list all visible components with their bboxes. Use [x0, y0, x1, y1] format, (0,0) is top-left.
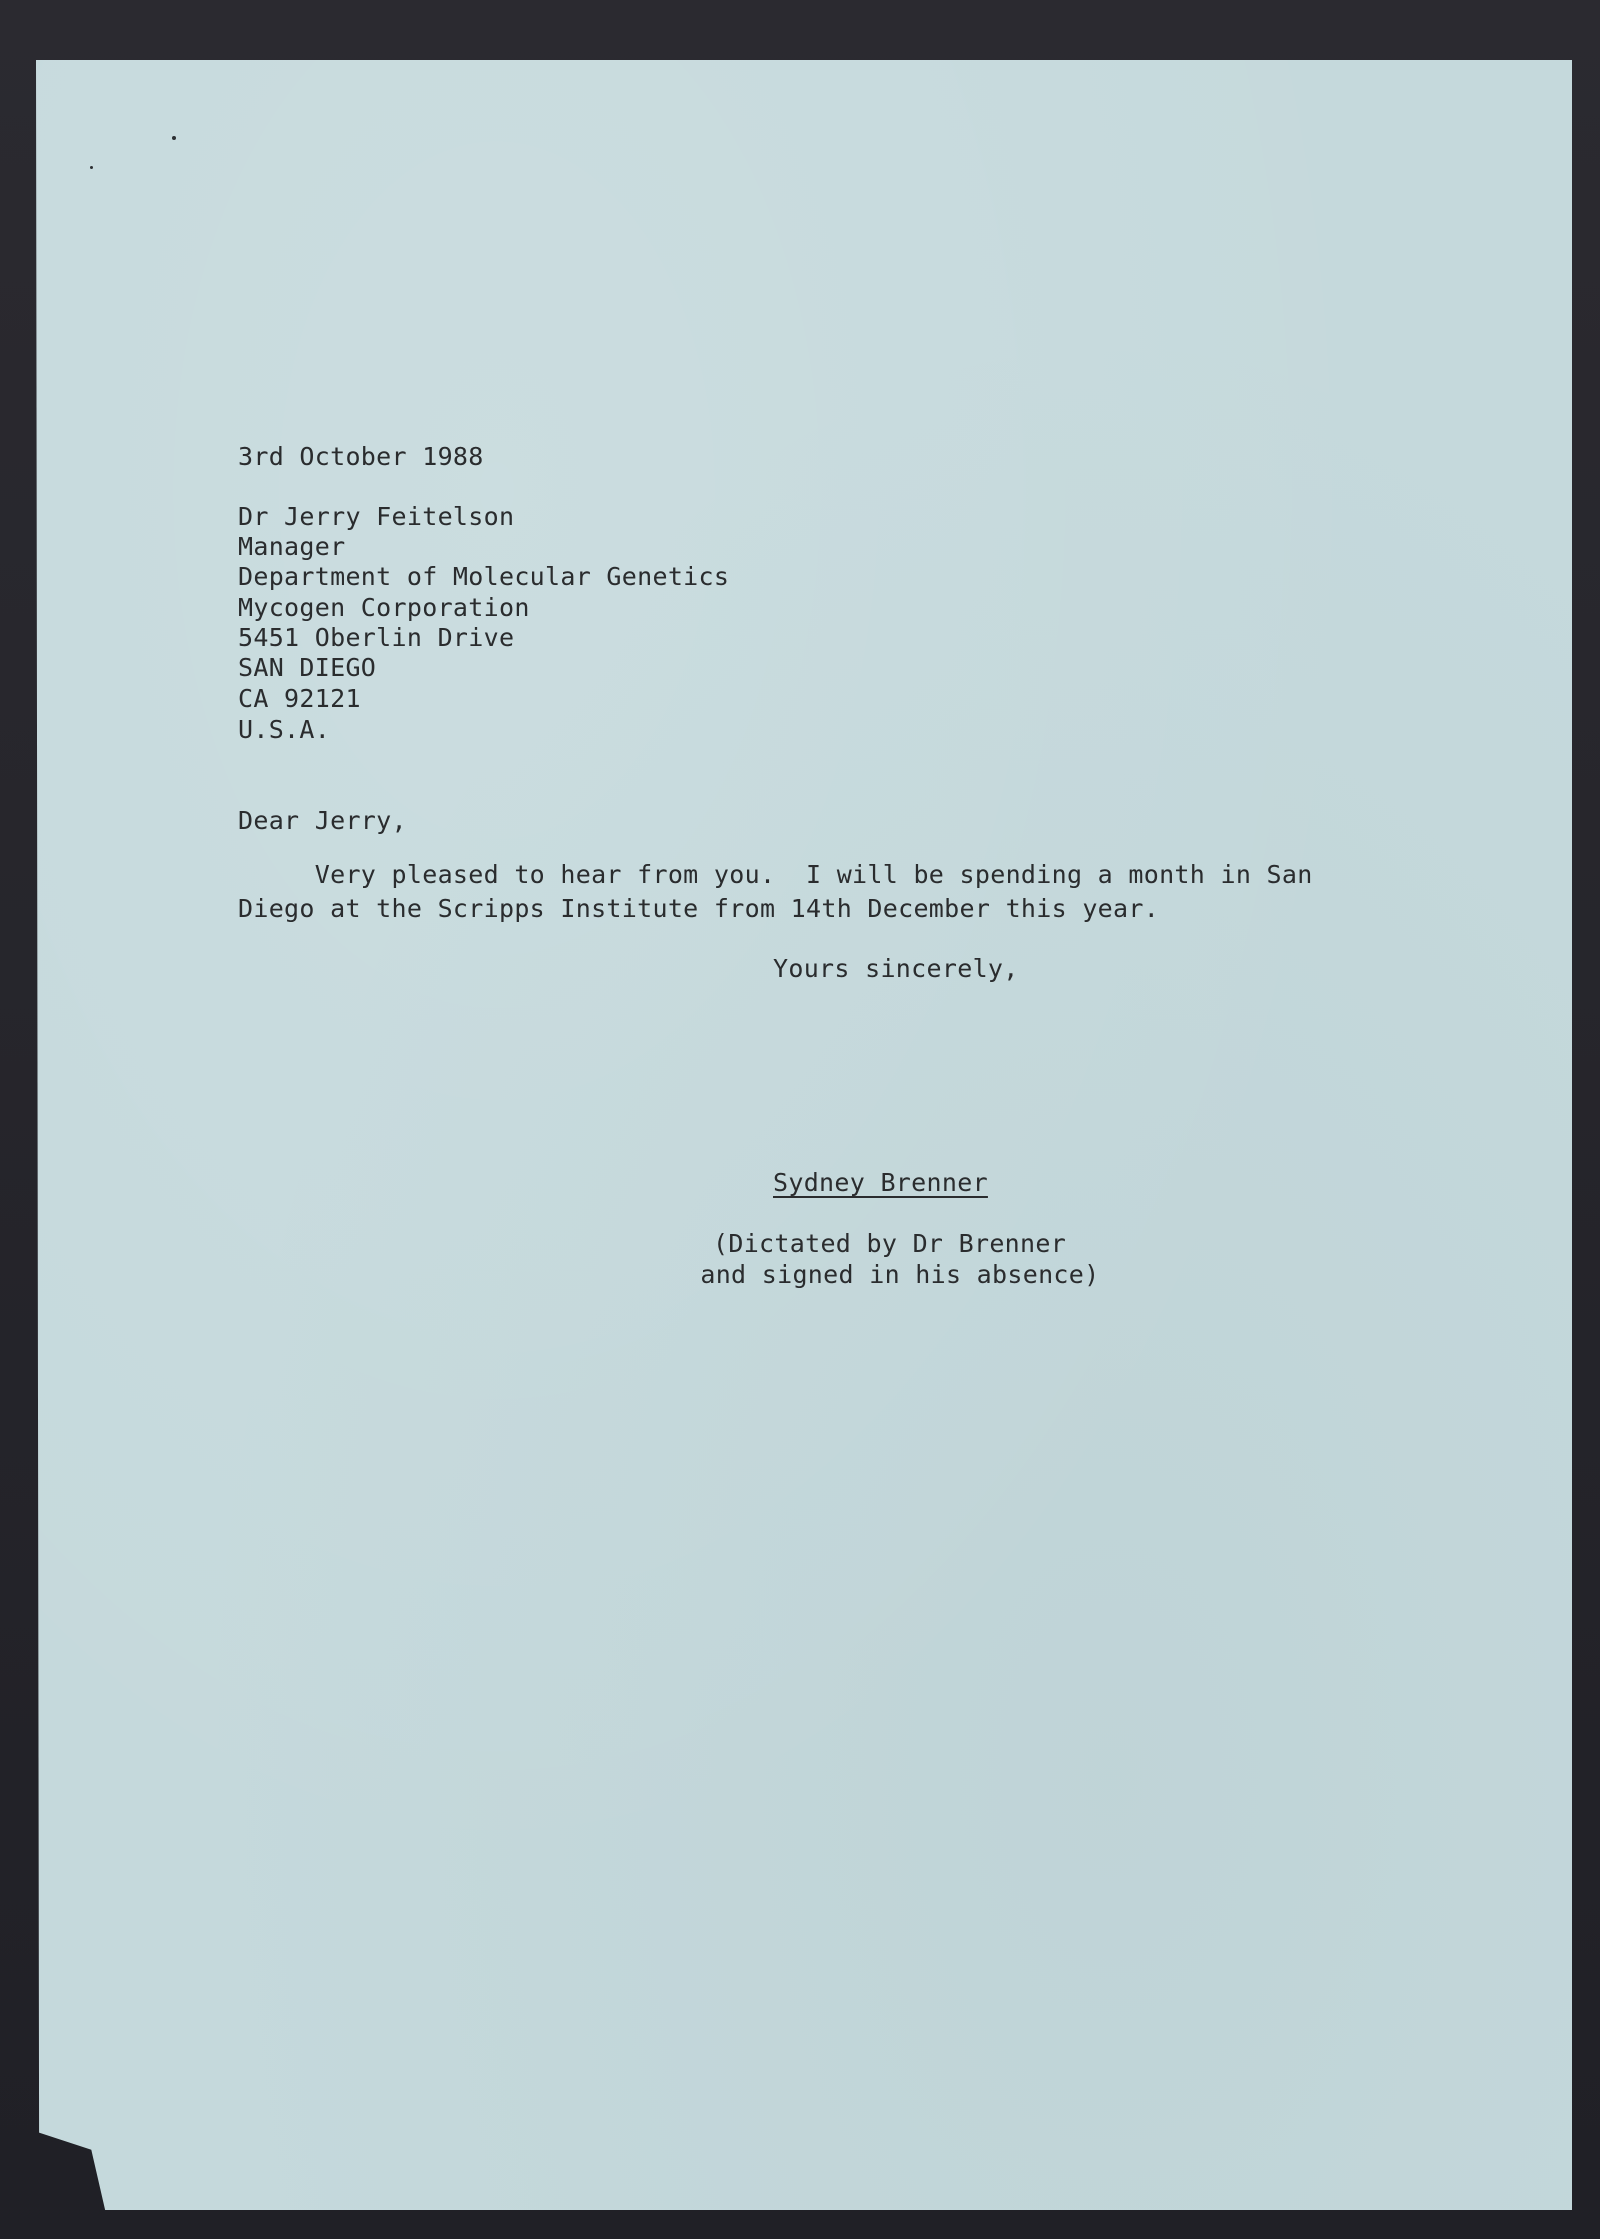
signature-name: Sydney Brenner: [773, 1168, 988, 1197]
address-line: Department of Molecular Genetics: [238, 562, 730, 591]
address-line: SAN DIEGO: [238, 653, 377, 682]
address-line: Manager: [238, 532, 346, 561]
address-line: Dr Jerry Feitelson: [238, 502, 515, 531]
address-line: CA 92121: [238, 684, 361, 713]
signature-note-line: and signed in his absence): [685, 1260, 1100, 1289]
signature-note-line: (Dictated by Dr Brenner: [713, 1229, 1067, 1258]
closing: Yours sincerely,: [773, 954, 1019, 983]
address-line: 5451 Oberlin Drive: [238, 623, 515, 652]
paper-speck: [90, 166, 93, 169]
body-line: Very pleased to hear from you. I will be spending a month in San: [238, 860, 1313, 889]
paper-speck: [172, 136, 176, 140]
address-line: Mycogen Corporation: [238, 593, 530, 622]
salutation: Dear Jerry,: [238, 806, 407, 835]
letter-date: 3rd October 1988: [238, 442, 484, 471]
letter-page: [36, 60, 1572, 2210]
body-line: Diego at the Scripps Institute from 14th December this year.: [238, 894, 1160, 923]
address-line: U.S.A.: [238, 715, 331, 744]
